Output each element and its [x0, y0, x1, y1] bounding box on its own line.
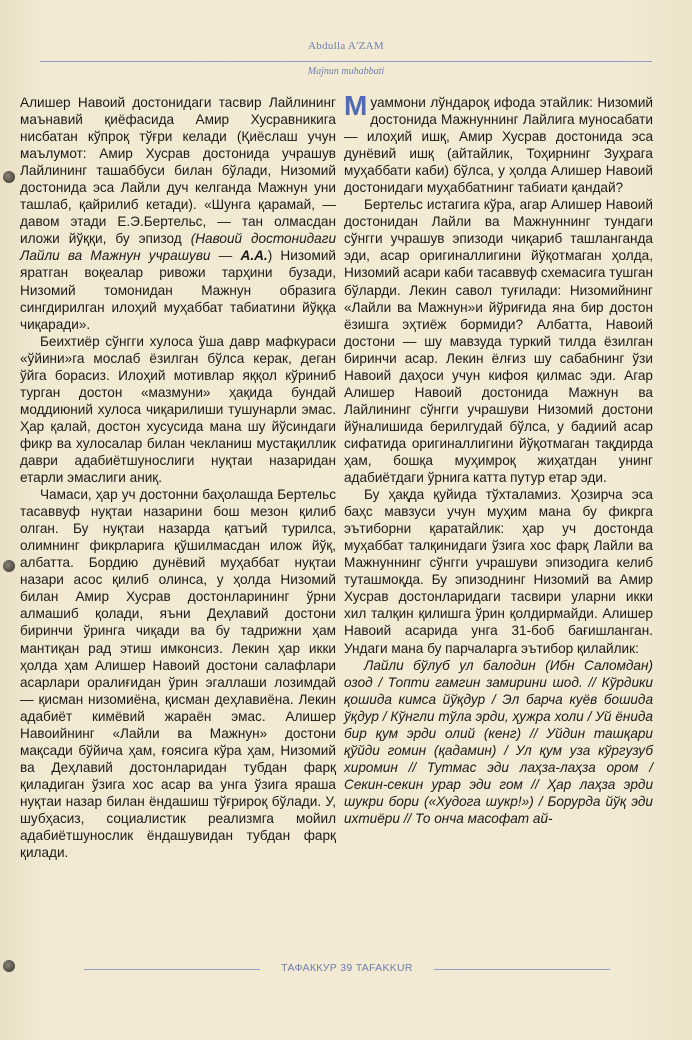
- right-paragraph-2: Бертельс истагига кўра, агар Алишер Навоий достонидан Лайли ва Мажнуннинг тундаги сўнгги учрашув эпизоди чиқариб ташланганда эди, асар оригиналлигини йўқотмаган ҳолда, Низомий асари каби тасаввуф схемасига тушган бўларди. Лекин савол туғилади: Низомийнинг «Лайли ва Мажнун»и йўриғида яна бир достон ёзишга эҳтиёж бормиди? Албатта, Навоий достони — шу мавзуда туркий тилда ёзилган биринчи асар. Лекин ёлғиз шу сабабнинг ўзи Навоий даҳоси учун кифоя қилмас эди. Агар Алишер Навоий достонида Мажнун ва Лайлининг сўнгги учрашуви Низомий достони йўналишида берилгудай бўлса, у бадиий асар сифатида оригиналлигини йўқотмаган тақдирда ҳам, бошқа муҳимроқ жиҳатдан унинг адабиётдаги ўрнига катта путур етар эди.: [344, 197, 654, 486]
- punch-hole-icon: [3, 560, 15, 572]
- left-paragraph-1: [20, 94, 336, 333]
- left-p1-initials: А.А.: [240, 248, 268, 264]
- punch-hole-icon: [3, 171, 15, 183]
- right-column: [344, 90, 654, 827]
- left-column: [20, 94, 336, 861]
- verse-quote: Лайли бўлуб ул балодин (Ибн Саломдан) озод / Топти гамгин замирини шод. // Кўрдики қошида кимса йўқдур / Эл барча куёв бошида ўқдур / Кўнгли тўла эрди, ҳужра холи / Уй ёнида бир қум эрди олий (кенг) // Уйдин ташқари қўйди гомин (қадамин) / Ул қум уза кўргузуб хиромин // Тутмас эди лаҳза-лаҳза ором / Секин-секин урар эди гом // Ҳар лаҳза эрди шукри бори («Худога шукр!») / Борурда йўқ эди ихтиёри // То онча масофат ай-: [344, 657, 653, 826]
- left-paragraph-2: Беихтиёр сўнгги хулоса ўша давр мафкураси «ўйини»га мослаб ёзилган бўлса керак, деган ўйга борасиз. Илоҳий мотивлар яққол кўриниб турган достон «мазмуни» ҳақида бундай моддиюний хулоса чиқарилиши тушунарли эмас. Ҳар қалай, достон хусусида мана шу йўсиндаги фикр ва хулосалар билан чекланиш мустақиллик даври адабиётшунослиги нуқтаи назаридан етарли эмаслиги аниқ.: [20, 333, 336, 486]
- left-p1-text-b: ) Низомий яратган воқеалар ривожи тарҳини бузади, Низомий томонидан Мажнун образига сингдирилган илоҳий муҳаббат табиатини йўққа чиқаради».: [20, 248, 337, 332]
- footer-rule-right: [434, 969, 610, 970]
- right-paragraph-1: [344, 90, 653, 196]
- left-p1-italic: (Навоий достонидаги Лайли ва Мажнун учрашуви —: [20, 231, 337, 264]
- left-paragraph-3: Чамаси, ҳар уч достонни баҳолашда Бертельс тасаввуф нуқтаи назарини бош мезон қилиб олган. Бу нуқтаи назарда қатъий турилса, олимнинг фикрларига қўшилмасдан илож йўқ, албатта. Бордию дунёвий муҳаббат нуқтаи назари асос қилиб олинса, у ҳолда Низомий билан Амир Хусрав достонларининг ўрни алмашиб қолади, яъни Деҳлавий достони биринчи ўринга чиқади ва бу тадрижни ҳам мантиқан рад этиш имконсиз. Лекин ҳар икки ҳолда ҳам Алишер Навоий достони салафлари асарлари оралиғидан ўрин эгаллаши лозимдай — қисман низомиёна, қисман деҳлавиёна. Лекин адабиёт кимёвий жараён эмас. Алишер Навоийнинг «Лайли ва Мажнун» достони мақсади бўйича ҳам, ғоясига кўра ҳам, Низомий ва Деҳлавий достонларидан тубдан фарқ қиладиган ўзига хос асар ва унга ўзига яраша нуқтаи назар билан ёндашиш тўғрироқ бўлади. У, шубҳасиз, социалистик реализмга мойил адабиётшунослик ёндашувидан тубдан фарқ қилади.: [20, 487, 336, 861]
- left-p1-text-a: Алишер Навоий достонидаги тасвир Лайлининг маънавий қиёфасида Амир Хусравникига нисбатан кўпроқ тўғри келади (Қиёслаш учун маълумот: Амир Хусрав достонида учрашув Лайлининг ташаббуси билан бўлади, Низомий достонида эса Лайли дуч келганда Мажнун уни ташлаб, қайрилиб кетади). «Шунга қарамай, — давом этади Е.Э.Бертельс, — тан олмасдан иложи йўққи, бу эпизод: [20, 95, 336, 247]
- header-author: Abdulla A'ZAM: [308, 40, 384, 52]
- header-subtitle: Majnun muhabbati: [307, 66, 385, 77]
- footer-rule-left: [84, 969, 260, 970]
- punch-hole-icon: [3, 960, 15, 972]
- footer-page-label: ТАФАККУР 39 TAFAKKUR: [281, 962, 413, 974]
- header-divider: [40, 61, 652, 62]
- right-paragraph-3: Бу ҳақда қуйида тўхталамиз. Ҳозирча эса баҳс мавзуси учун муҳим мана бу фикрга эътиборни қаратайлик: ҳар уч достонда муҳаббат талқинидаги ўзига хос фарқ Лайли ва Мажнуннинг сўнгги учрашуви эпизодига келиб туташмоқда. Бу эпизоднинг Низомий ва Амир Хусрав достонларидаги тасвири уларни икки хил талқин қилишга ўрин қолдирмайди. Алишер Навоий асарида унга 31-боб бағишланган. Ундаги мана бу парчаларга эътибор қилайлик:: [344, 487, 653, 656]
- right-p1-text: уаммони лўндароқ ифода этайлик: Низомий достонида Мажнуннинг Лайлига муносабати — илоҳий ишқ, Амир Хусрав достонида эса дунёвий ишқ (айтайлик, Тоҳирнинг Зуҳрага муҳаббати каби) бўлса, у ҳолда Алишер Навоий достонидаги муҳаббатнинг табиати қандай?: [344, 95, 653, 196]
- drop-cap: М: [344, 90, 368, 121]
